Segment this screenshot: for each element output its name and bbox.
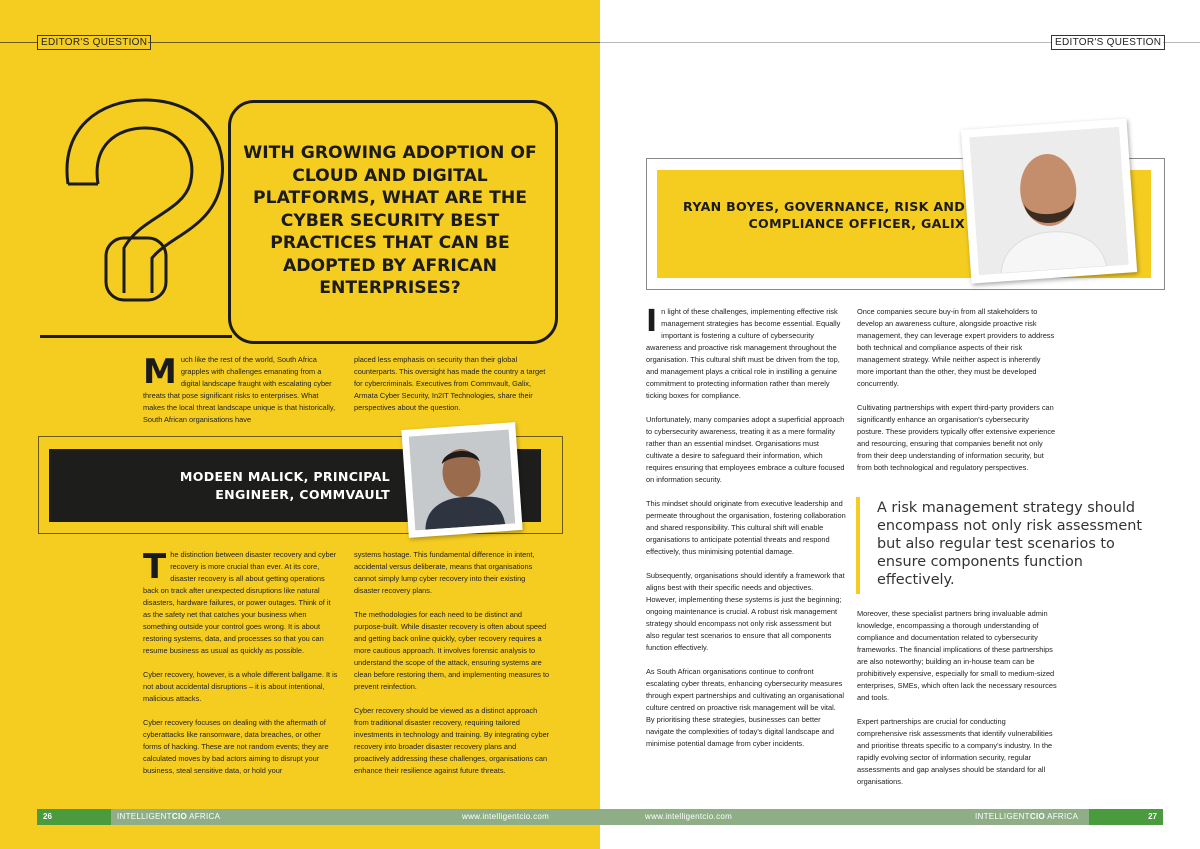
intro-text: placed less emphasis on security than their global counterparts. This oversight has made the country a target for cybercriminals. Executives from Commvault, Galix, Armata Cyber Security, In2IT Technologies, share their perspectives about the question. — [354, 355, 546, 412]
page-number-right: 27 — [1089, 809, 1163, 825]
paragraph: Cyber recovery, however, is a whole different ballgame. It is not about accidental disruptions – it is about intentional, malicious attacks. — [143, 670, 338, 703]
paragraph — [646, 306, 846, 402]
paragraph-text: he distinction between disaster recovery and cyber recovery is more crucial than ever. At its core, disaster recovery is all about getting operations back on track after unexpected disruptions like natural disasters, hardware failures, or power outages. Think of it as the safety net that catches your business when something outside your control goes wrong. It is about restoring systems, data, and processes so that you can resume business as usual as quickly as possible. — [143, 550, 337, 655]
portrait-image — [969, 127, 1128, 275]
page-number-left: 26 — [37, 809, 111, 825]
body-drop-cap: I — [646, 304, 658, 339]
header-rule — [600, 42, 1052, 43]
expert-name: MODEEN MALICK, PRINCIPAL ENGINEER, COMMVAULT — [179, 469, 390, 502]
intro-column-2 — [354, 354, 550, 414]
paragraph: Expert partnerships are crucial for conducting comprehensive risk assessments that identify vulnerabilities and prioritise threats specific to a company's industry. In the rapidly evolving sector of information security, regular assessments and gap analyses should be standard for all organisations. — [857, 717, 1053, 786]
portrait-image — [409, 430, 515, 531]
body-column-3 — [646, 306, 846, 762]
body-column-1 — [143, 549, 339, 789]
paragraph: As South African organisations continue to confront escalating cyber threats, enhancing cybersecurity measures through expert partnerships and cultivating an organisational culture centred on proactive risk management will be vital. By prioritising these strategies, businesses can better navigate the complexities of today's digital landscape and minimise potential damage from cyber incidents. — [646, 667, 845, 748]
intro-drop-cap: M — [143, 352, 177, 392]
pull-quote: A risk management strategy should encompass not only risk assessment but also regular test scenarios to ensure components function effectively. — [877, 500, 1143, 588]
paragraph — [143, 549, 339, 657]
section-tag: EDITOR'S QUESTION — [1051, 35, 1165, 50]
url-right[interactable]: www.intelligentcio.com — [645, 812, 733, 821]
question-title: WITH GROWING ADOPTION OF CLOUD AND DIGITAL PLATFORMS, WHAT ARE THE CYBER SECURITY BEST PRACTICES THAT CAN BE ADOPTED BY AFRICAN ENTERPRISES? — [243, 143, 537, 298]
brand-right: INTELLIGENTCIO AFRICA — [975, 812, 1079, 821]
question-mark-icon — [40, 88, 240, 338]
paragraph: Moreover, these specialist partners bring invaluable admin knowledge, encompassing a thorough understanding of compliance and documentation related to cybersecurity frameworks. The financial implications of these partnerships are also noteworthy; building an in-house team can be prohibitively expensive, especially for small to medium-sized enterprises, SMEs, which often lack the necessary resources and tools. — [857, 609, 1057, 702]
paragraph: Cyber recovery should be viewed as a distinct approach from traditional disaster recovery, requiring tailored investments in technology and training. By integrating cyber recovery into broader disaster recovery plans and proactively addressing these challenges, organisations can enhance their resilience against future threats. — [354, 706, 550, 775]
brand-left: INTELLIGENTCIO AFRICA — [117, 812, 221, 821]
body-drop-cap: T — [143, 547, 167, 587]
question-underline — [40, 335, 232, 338]
intro-column-1 — [143, 354, 339, 426]
header-rule — [1163, 42, 1200, 43]
body-column-4-lower — [857, 608, 1057, 800]
section-tag: EDITOR'S QUESTION — [37, 35, 151, 50]
expert-photo — [401, 422, 522, 538]
body-column-4 — [857, 306, 1057, 486]
paragraph: Subsequently, organisations should identify a framework that aligns best with their specific needs and objectives. However, implementing these systems is just the beginning; ongoing maintenance is crucial. A robust risk management strategy should encompass not only risk assessment but also regular test scenarios to ensure that all components function effectively. — [646, 571, 845, 652]
paragraph: The methodologies for each need to be distinct and purpose-built. While disaster recovery is often about speed and getting back online quickly, cyber recovery requires a more cautious approach. It involves forensic analysis to understand the scope of the attack, ensuring systems are clean before restoring them, and implementing measures to prevent reinfection. — [354, 610, 550, 691]
body-column-2 — [354, 549, 550, 789]
paragraph: Once companies secure buy-in from all stakeholders to develop an awareness culture, alongside proactive risk management, they can leverage expert providers to address both technical and compliance aspects of their risk management strategy. While neither aspect is inherently more important than the other, they must be developed concurrently. — [857, 307, 1055, 388]
paragraph: systems hostage. This fundamental difference in intent, accidental versus deliberate, means that organisations cannot simply lump cyber recovery into their existing disaster recovery plans. — [354, 550, 535, 595]
expert-name: RYAN BOYES, GOVERNANCE, RISK AND COMPLIANCE OFFICER, GALIX — [683, 199, 965, 231]
paragraph: Cyber recovery focuses on dealing with the aftermath of cyberattacks like ransomware, data breaches, or other forms of hacking. These are not random events; they are calculated moves by bad actors aiming to disrupt your business, steal sensitive data, or hold your — [143, 718, 329, 775]
paragraph-text: n light of these challenges, implementing effective risk management strategies has become essential. Equally important is fostering a culture of cybersecurity awareness and proactive risk management throughout the organisation. This cultural shift must be driven from the top, and management plays a critical role in instilling a genuine commitment to protecting information rather than merely ticking boxes for compliance. — [646, 307, 841, 400]
header-rule — [0, 42, 38, 43]
header-rule — [148, 42, 600, 43]
expert-photo — [961, 118, 1137, 283]
paragraph: Unfortunately, many companies adopt a superficial approach to cybersecurity awareness, treating it as a mere formality rather than an essential mindset. Organisations must cultivate a desire to safeguard their information, which requires ensuring that employees embrace a culture focused on information security. — [646, 415, 845, 484]
url-left[interactable]: www.intelligentcio.com — [462, 812, 550, 821]
paragraph: This mindset should originate from executive leadership and permeate throughout the organisation, fostering collaboration and shared responsibility. This cultural shift will enable organisations to anticipate potential threats and respond effectively, thus minimising potential damage. — [646, 499, 846, 556]
paragraph: Cultivating partnerships with expert third-party providers can significantly enhance an organisation's cybersecurity posture. These providers typically offer extensive experience and resourcing, ensuring that companies benefit not only from their deep understanding of information security, but from both technological and regulatory perspectives. — [857, 403, 1056, 472]
intro-text: uch like the rest of the world, South Africa grapples with challenges emanating from a digital landscape fraught with escalating cyber threats that pose significant risks to enterprises. What makes the local threat landscape unique is that historically, South African organisations have — [143, 355, 336, 424]
